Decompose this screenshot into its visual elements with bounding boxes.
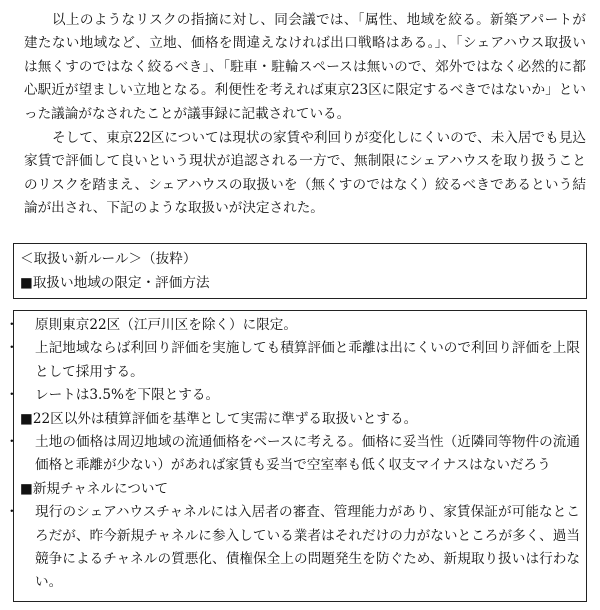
rule-text: レートは3.5%を下限とする。 [35,387,220,404]
rule-text: 原則東京22区（江戸川区を除く）に限定。 [35,317,297,333]
rule-text: 22区以外は積算評価を基準として実需に準ずる取扱いとする。 [32,410,418,427]
rule-item [5,501,580,595]
rule-section-label: 取扱い地域の限定・評価方法 [32,275,210,291]
square-bullet-icon: ■ [20,275,33,291]
rule-item [5,337,580,384]
rule-text: 上記地域ならば利回り評価を実施しても積算評価と乖離は出にくいので利回り評価を上限として採用する。 [35,340,580,380]
rule-header-box [13,243,587,299]
rule-text: 新規チャネルについて [32,480,169,497]
square-bullet-icon: ■ [20,410,33,427]
rule-text: 現行のシェアハウスチャネルには入居者の審査、管理能力があり、家賃保証が可能なところだが、昨今新規チャネルに参入している業者はそれだけの力がないところが多く、過当競争によるチャネルの質悪化、債権保全上の問題発生を防ぐため、新規取り扱いは行わない。 [35,504,580,591]
rule-section-heading [20,271,580,295]
dot-bullet-icon: ・ [5,504,19,521]
dot-bullet-icon: ・ [5,387,19,404]
rule-list-box [5,310,587,602]
body-paragraph-2: そして、東京22区については現状の家賃や利回りが変化しにくいので、未入居でも見込家賃で評価して良いという現状が追認される一方で、無制限にシェアハウスを取り扱うことのリスクを踏まえ、シェアハウスの取扱いを（無くすのではなく）絞るべきであるという結論が出され、下記のような取扱いが決定された。 [24,130,586,217]
rule-text: 土地の価格は周辺地域の流通価格をベースに考える。価格に妥当性（近隣同等物件の流通価格と乖離が少ない）があれば家賃も妥当で空室率も低く収支マイナスはないだろう [35,434,580,474]
dot-bullet-icon: ・ [5,340,19,357]
rule-item [5,314,580,337]
rule-section-heading [20,478,580,501]
dot-bullet-icon: ・ [5,434,19,451]
square-bullet-icon: ■ [20,480,33,497]
dot-bullet-icon: ・ [5,317,19,333]
rule-item [5,431,580,478]
rule-section-heading [20,408,580,431]
rule-item [5,384,580,407]
rule-box-title: ＜取扱い新ルール＞（抜粋） [20,251,197,267]
body-paragraph-1: 以上のようなリスクの指摘に対し、同会議では、「属性、地域を絞る。新築アパートが建たない地域など、立地、価格を間違えなければ出口戦略はある。」、「シェアハウス取扱いは無くすのではなく絞るべき」、「駐車・駐輪スペースは無いので、郊外ではなく必然的に都心駅近が望ましい立地となる。利便性を考えれば東京23区に限定するべきではないか」といった議論がなされたことが議事録に記載されている。 [24,12,586,122]
